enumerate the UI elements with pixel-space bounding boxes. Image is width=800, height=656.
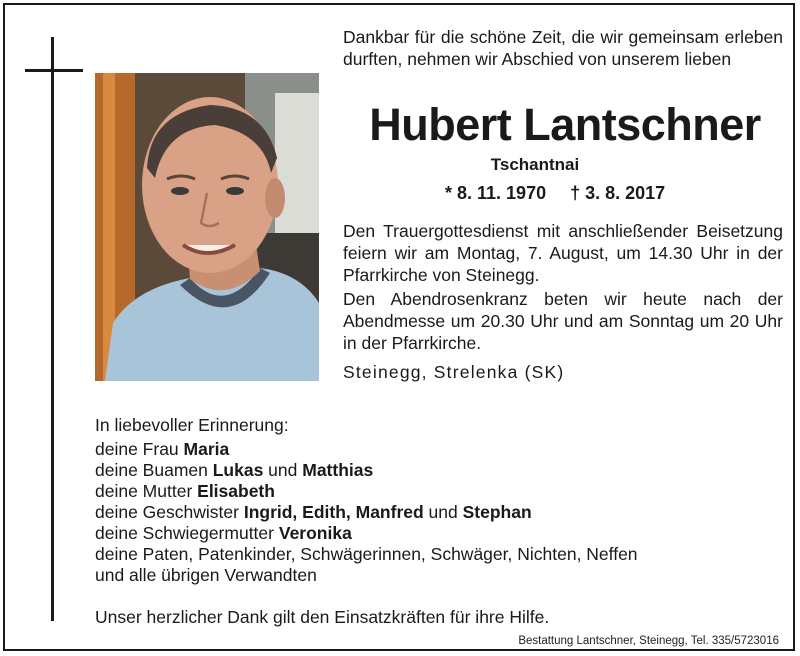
place-name: Tschantnai [490,155,580,174]
cross-vertical [51,37,54,621]
rosary-text: Den Abendrosenkranz beten wir heute nach der Abendmesse um 20.30 Uhr und am Sonntag um 20 Uhr in der Pfarrkirche. [343,289,783,353]
location-text: Steinegg, Strelenka (SK) [343,362,565,382]
family-line: deine Mutter Elisabeth [95,481,275,501]
family-line: und alle übrigen Verwandten [95,565,317,585]
obituary-frame [3,3,795,651]
family-list [95,439,735,586]
family-line: deine Geschwister Ingrid, Edith, Manfred und Stephan [95,502,532,522]
thanks-text: Unser herzlicher Dank gilt den Einsatzkräften für ihre Hilfe. [95,607,550,627]
family-line: deine Frau Maria [95,439,230,459]
deceased-name: Hubert Lantschner [369,99,761,150]
family-line: deine Paten, Patenkinder, Schwägerinnen, Schwäger, Nichten, Neffen [95,544,638,564]
portrait-photo [95,73,319,381]
family-line: deine Buamen Lukas und Matthias [95,460,374,480]
family-line: deine Schwiegermutter Veronika [95,523,352,543]
cross-horizontal [25,69,83,72]
memory-section [95,415,735,586]
intro-text: Dankbar für die schöne Zeit, die wir gemeinsam erleben durften, nehmen wir Abschied von unserem lieben [343,27,783,69]
memory-heading: In liebevoller Erinnerung: [95,415,289,435]
funeral-home-footer: Bestattung Lantschner, Steinegg, Tel. 335/5723016 [518,635,779,647]
funeral-text: Den Trauergottesdienst mit anschließender Beisetzung feiern wir am Montag, 7. August, um 14.30 Uhr in der Pfarrkirche von Steinegg. [343,221,783,285]
birth-date: * 8. 11. 1970 [445,183,547,203]
life-dates [445,183,665,204]
death-date: † 3. 8. 2017 [570,183,666,203]
